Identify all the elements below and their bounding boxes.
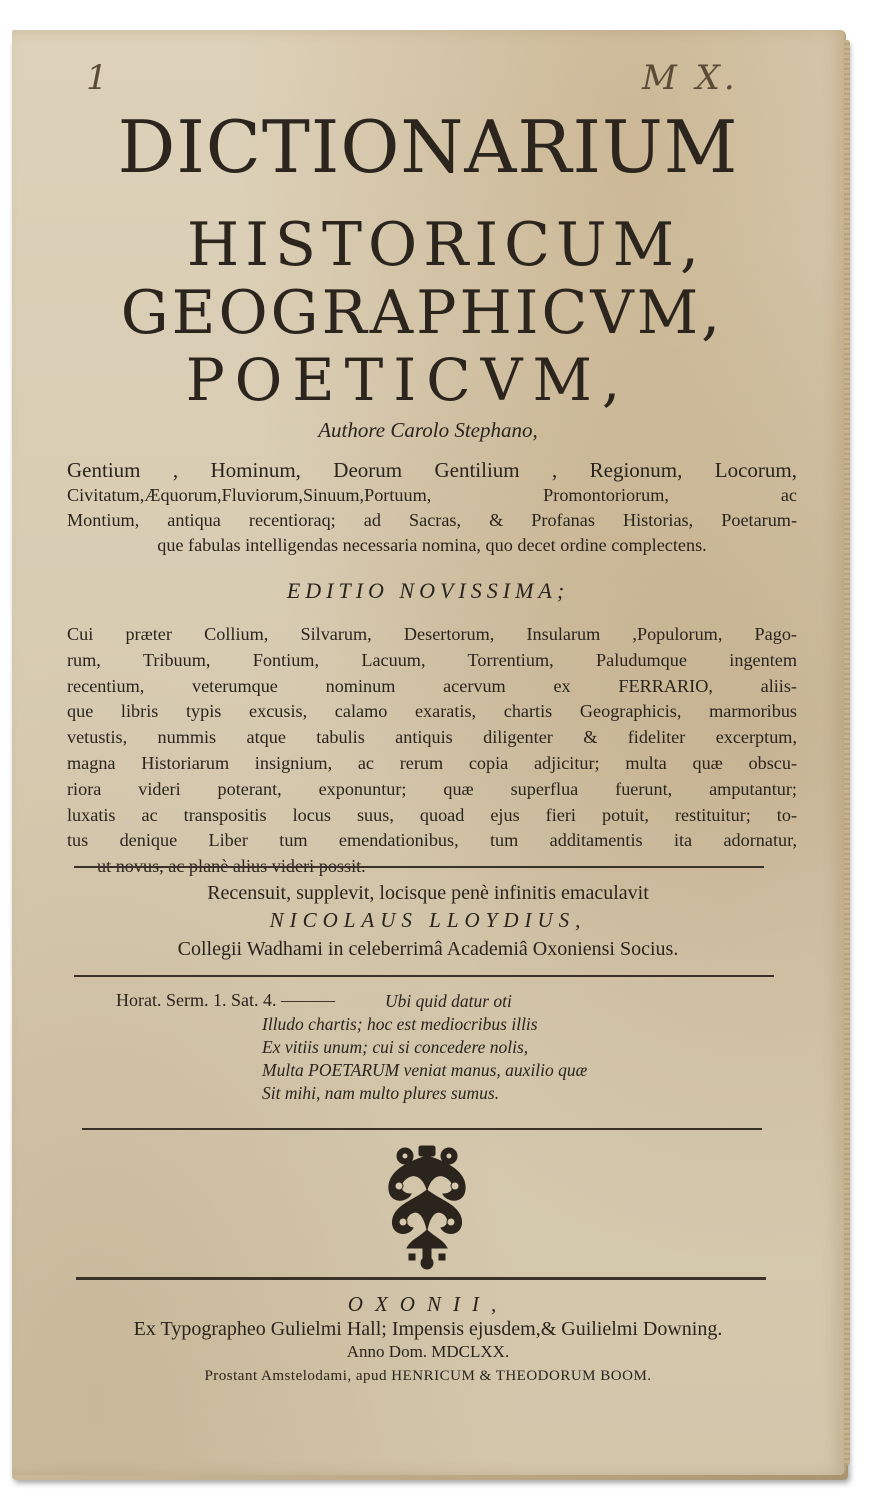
edition-heading: EDITIO NOVISSIMA; (286, 578, 570, 603)
additions-line: que libris typis excusis, calamo exaratis, chartis Geographicis, marmoribus (67, 701, 797, 722)
handwritten-mark-left: 1 (86, 58, 108, 98)
additions-line: ut novus, ac planè alius videri possit. (97, 856, 366, 877)
epigraph-line: Ubi quid datur oti (385, 991, 512, 1011)
title-line-4: POETICVM, (185, 346, 631, 414)
description-line: Montium, antiqua recentioraq; ad Sacras, & Profanas Historias, Poetarum- (67, 510, 797, 530)
epigraph-source: Horat. Serm. 1. Sat. 4. ——— (116, 990, 335, 1010)
epigraph-line: Multa POETARUM veniat manus, auxilio quæ (262, 1060, 588, 1080)
title-line-2: HISTORICUM, (186, 210, 706, 280)
title-page (12, 30, 846, 1475)
additions-line: Cui præter Collium, Silvarum, Desertorum, Insularum ,Populorum, Pago- (67, 624, 797, 644)
additions-line: recentium, veterumque nominum acervum ex FERRARIO, aliis- (67, 675, 797, 696)
additions-line: rum, Tribuum, Fontium, Lacuum, Torrentium, Paludumque ingentem (67, 649, 797, 670)
additions-line: luxatis ac transpositis locus suus, quoad ejus fieri potuit, restituitur; to- (67, 804, 797, 825)
imprint-city: OXONII, (347, 1292, 509, 1316)
additions-line: riora videri poterant, exponuntur; quæ superflua fuerunt, amputantur; (67, 778, 797, 799)
printers-ornament-icon (367, 1142, 487, 1272)
divider-rule (76, 1277, 766, 1280)
divider-rule (82, 1128, 762, 1130)
imprint-year: Anno Dom. MDCLXX. (346, 1342, 510, 1361)
description-line: que fabulas intelligendas necessaria nomina, quo decet ordine complectens. (157, 535, 707, 555)
imprint-printer: Ex Typographeo Gulielmi Hall; Impensis ejusdem,& Guilielmi Downing. (133, 1318, 723, 1340)
epigraph-line: Sit mihi, nam multo plures sumus. (262, 1083, 500, 1103)
editor-affiliation: Collegii Wadhami in celeberrimâ Academiâ Oxoniensi Socius. (177, 938, 679, 960)
epigraph-line: Ex vitiis unum; cui si concedere nolis, (262, 1037, 529, 1057)
additions-line: magna Historiarum insignium, ac rerum copia adjicitur; multa quæ obscu- (67, 752, 797, 773)
recension-line: Recensuit, supplevit, locisque penè infinitis emaculavit (207, 882, 649, 904)
additions-line: tus denique Liber tum emendationibus, tum additamentis ita adornatur, (67, 830, 797, 851)
description-block (67, 458, 797, 558)
title-line-1: DICTIONARIUM (117, 105, 739, 189)
additions-line: vetustis, nummis atque tabulis antiquis diligenter & fideliter excerptum, (67, 727, 797, 748)
author-line: Authore Carolo Stephano, (318, 418, 538, 442)
title-line-3: GEOGRAPHICVM, (120, 278, 724, 348)
epigraph-line: Illudo chartis; hoc est mediocribus illis (262, 1014, 538, 1034)
divider-rule (74, 975, 774, 977)
handwritten-mark-right: M X. (642, 58, 739, 98)
description-line: Civitatum,Æquorum,Fluviorum,Sinuum,Portuum, Promontoriorum, ac (67, 485, 797, 505)
additions-block (67, 622, 797, 880)
imprint-seller: Prostant Amstelodami, apud HENRICUM & THEODORUM BOOM. (204, 1368, 652, 1384)
divider-rule (74, 866, 764, 868)
description-line: Gentium , Hominum, Deorum Gentilium , Regionum, Locorum, (67, 458, 797, 482)
editor-name: NICOLAUS LLOYDIUS, (269, 908, 587, 932)
